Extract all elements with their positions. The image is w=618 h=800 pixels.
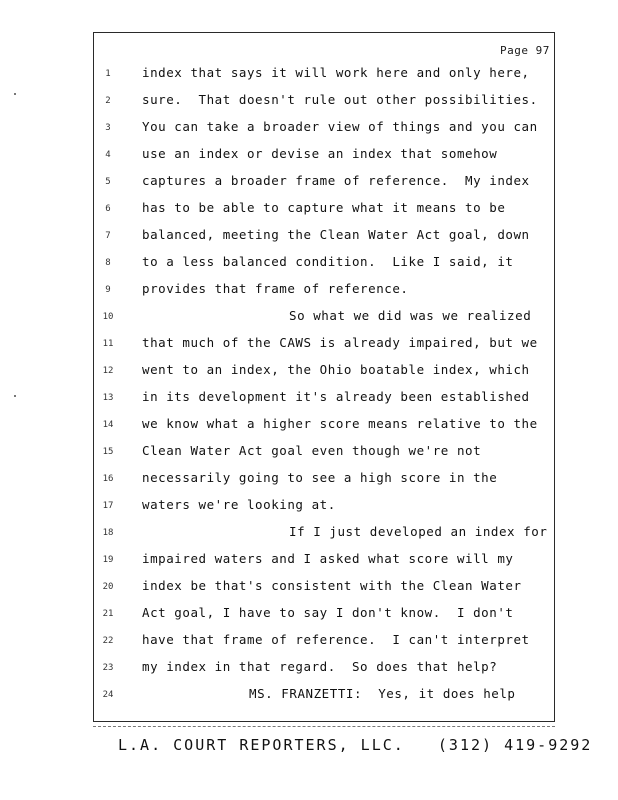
line-number: 3 [105, 123, 111, 133]
line-number: 6 [105, 204, 111, 214]
transcript-line [0, 390, 618, 417]
line-text: provides that frame of reference. [142, 281, 409, 296]
line-number: 15 [102, 447, 114, 457]
transcript-line [0, 687, 618, 714]
transcript-line [0, 498, 618, 525]
line-text: have that frame of reference. I can't interpret [142, 632, 530, 647]
line-text: impaired waters and I asked what score will my [142, 551, 514, 566]
transcript-line [0, 120, 618, 147]
line-text: to a less balanced condition. Like I said, it [142, 254, 514, 269]
line-number: 11 [102, 339, 114, 349]
transcript-line [0, 363, 618, 390]
line-number: 24 [102, 690, 114, 700]
transcript-line [0, 417, 618, 444]
line-text: necessarily going to see a high score in the [142, 470, 498, 485]
line-number: 23 [102, 663, 114, 673]
line-text: Clean Water Act goal even though we're not [142, 443, 482, 458]
line-text: index be that's consistent with the Clean Water [142, 578, 522, 593]
transcript-line [0, 228, 618, 255]
transcript-line [0, 93, 618, 120]
scan-speck [14, 93, 16, 95]
line-text: So what we did was we realized [289, 308, 532, 323]
line-text: waters we're looking at. [142, 497, 336, 512]
transcript-line [0, 471, 618, 498]
reporter-footer: L.A. COURT REPORTERS, LLC. (312) 419-9292 [118, 736, 593, 754]
transcript-line [0, 174, 618, 201]
line-number: 19 [102, 555, 114, 565]
transcript-line [0, 606, 618, 633]
line-text: Act goal, I have to say I don't know. I don't [142, 605, 514, 620]
line-number: 22 [102, 636, 114, 646]
line-number: 13 [102, 393, 114, 403]
line-number: 14 [102, 420, 114, 430]
scan-speck [14, 395, 16, 397]
line-number: 9 [105, 285, 111, 295]
line-text: my index in that regard. So does that help? [142, 659, 498, 674]
transcript-line [0, 525, 618, 552]
line-number: 2 [105, 96, 111, 106]
line-number: 10 [102, 312, 114, 322]
line-number: 18 [102, 528, 114, 538]
transcript-line [0, 66, 618, 93]
line-number: 4 [105, 150, 111, 160]
line-text: You can take a broader view of things and you can [142, 119, 538, 134]
line-text: If I just developed an index for [289, 524, 548, 539]
page-number: Page 97 [500, 44, 550, 57]
line-text: that much of the CAWS is already impaired, but we [142, 335, 538, 350]
transcript-line [0, 633, 618, 660]
transcript-line [0, 579, 618, 606]
page-bottom-rule [93, 726, 555, 727]
line-number: 12 [102, 366, 114, 376]
line-number: 7 [105, 231, 111, 241]
line-text: sure. That doesn't rule out other possibilities. [142, 92, 538, 107]
transcript-line [0, 660, 618, 687]
line-text: use an index or devise an index that somehow [142, 146, 498, 161]
line-text: index that says it will work here and only here, [142, 65, 530, 80]
line-number: 1 [105, 69, 111, 79]
line-text: in its development it's already been established [142, 389, 530, 404]
line-number: 17 [102, 501, 114, 511]
line-text: captures a broader frame of reference. My index [142, 173, 530, 188]
line-number: 16 [102, 474, 114, 484]
line-number: 21 [102, 609, 114, 619]
transcript-line [0, 255, 618, 282]
line-text: has to be able to capture what it means to be [142, 200, 506, 215]
transcript-line [0, 552, 618, 579]
transcript-line [0, 282, 618, 309]
line-text: we know what a higher score means relative to the [142, 416, 538, 431]
line-text: went to an index, the Ohio boatable index, which [142, 362, 530, 377]
line-text: MS. FRANZETTI: Yes, it does help [249, 686, 516, 701]
transcript-line [0, 201, 618, 228]
transcript-line [0, 336, 618, 363]
line-text: balanced, meeting the Clean Water Act goal, down [142, 227, 530, 242]
transcript-line [0, 444, 618, 471]
line-number: 20 [102, 582, 114, 592]
transcript-line [0, 147, 618, 174]
line-number: 5 [105, 177, 111, 187]
line-number: 8 [105, 258, 111, 268]
transcript-line [0, 309, 618, 336]
